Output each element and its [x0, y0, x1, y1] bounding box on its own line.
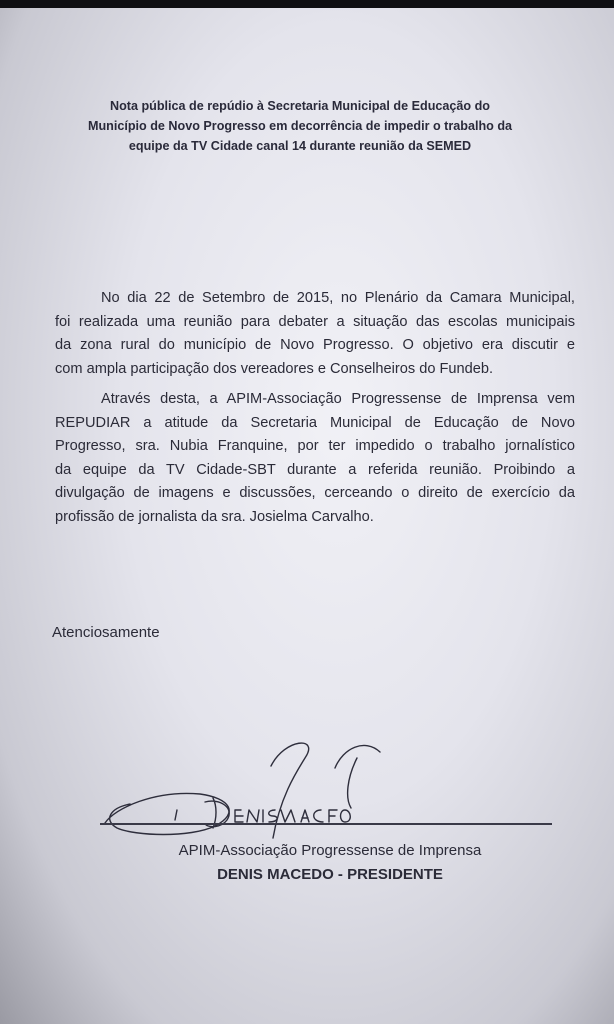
document-title — [50, 96, 550, 156]
paragraph-line: com ampla participação dos vereadores e Conselheiros do Fundeb. — [55, 360, 494, 377]
document-page — [0, 8, 614, 1024]
paragraph-line: No dia 22 de Setembro de 2015, no Plenário da Camara Municipal, — [101, 290, 575, 306]
title-line: Nota pública de repúdio à Secretaria Municipal de Educação do — [109, 99, 490, 113]
title-line: equipe da TV Cidade canal 14 durante reunião da SEMED — [128, 139, 472, 153]
signature-name-title: DENIS MACEDO - PRESIDENTE — [217, 866, 443, 883]
paragraph-line: divulgação de imagens e discussões, cerceando o direito de exercício da — [55, 485, 575, 501]
handwritten-signature — [95, 728, 425, 858]
paragraph-line: Progresso, sra. Nubia Franquine, por ter impedido o trabalho jornalístico — [55, 438, 575, 454]
title-line: Município de Novo Progresso em decorrência de impedir o trabalho da — [87, 119, 513, 133]
closing-salutation: Atenciosamente — [52, 624, 160, 641]
paragraph-repudiation — [55, 388, 575, 529]
paragraph-line: da equipe da TV Cidade-SBT durante a referida reunião. Proibindo a — [55, 461, 575, 478]
paragraph-line: foi realizada uma reunião para debater a situação das escolas municipais — [55, 313, 575, 330]
signature-organization: APIM-Associação Progressense de Imprensa — [178, 842, 482, 859]
signature-line — [100, 823, 552, 825]
paragraph-line: Através desta, a APIM-Associação Progressense de Imprensa vem — [101, 391, 575, 407]
paragraph-meeting — [55, 287, 575, 381]
paragraph-line: profissão de jornalista da sra. Josielma Carvalho. — [55, 508, 374, 525]
paragraph-line: REPUDIAR a atitude da Secretaria Municipal de Educação de Novo — [55, 414, 575, 431]
paragraph-line: da zona rural do município de Novo Progresso. O objetivo era discutir e — [55, 337, 575, 353]
